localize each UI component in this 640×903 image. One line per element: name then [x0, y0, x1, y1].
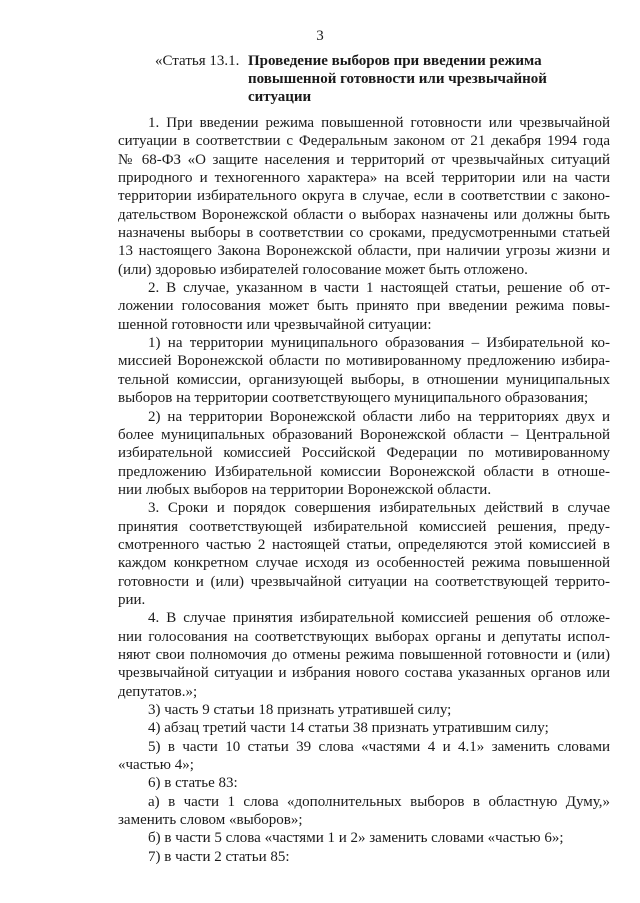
text-line: 4) абзац третий части 14 статьи 38 признать утратившим силу; [148, 720, 549, 737]
text-line: № 68-ФЗ «О защите населения и территорий от чрезвычайных ситуаций [118, 151, 610, 168]
page-number: 3 [316, 28, 324, 44]
text-line: назначены выборы в соответствии со сроками, предусмотренными статьей [118, 225, 610, 242]
text-line: 13 настоящего Закона Воронежской области, при наличии угрозы жизни и [118, 243, 610, 260]
text-line: 1. При введении режима повышенной готовности или чрезвычайной [148, 115, 610, 131]
text-line: заменить словом «выборов»; [118, 812, 303, 829]
text-line: 6) в статье 83: [148, 775, 238, 792]
text-line: нии голосования на соответствующих выборах органы и депутаты испол- [118, 628, 610, 645]
article-number: «Статья 13.1. [155, 53, 240, 69]
text-line: предложению Избирательной комиссии Воронежской области в отноше- [118, 463, 610, 480]
text-line: природного и техногенного характера» на всей территории или на части [118, 170, 610, 187]
text-line: тельной комиссии, организующей выборы, в отношении муниципальных [118, 371, 610, 388]
text-line: готовности и (или) чрезвычайной ситуации на соответствующей террито- [118, 573, 610, 590]
text-line: ложении голосования может быть принято при введении режима повы- [118, 298, 610, 315]
text-line: каждом конкретном случае исходя из особенностей режима повышенной [118, 555, 610, 572]
article-title-line: ситуации [248, 89, 312, 105]
text-line: выборов на территории соответствующего муниципального образования; [118, 390, 589, 407]
article-title-line: повышенной готовности или чрезвычайной [248, 71, 547, 87]
text-line: 3. Сроки и порядок совершения избирательных действий в случае [148, 500, 610, 517]
text-line: 4. В случае принятия избирательной комиссией решения об отложе- [148, 610, 610, 627]
text-line: 7) в части 2 статьи 85: [148, 848, 290, 865]
text-line: миссией Воронежской области по мотивированному предложению избира- [118, 353, 610, 370]
text-line: более муниципальных образований Воронежской области – Центральной [118, 426, 610, 443]
text-line: шенной готовности или чрезвычайной ситуации: [118, 316, 432, 333]
text-line: 5) в части 10 статьи 39 слова «частями 4 и 4.1» заменить словами [148, 738, 610, 755]
text-line: нии любых выборов на территории Воронежской области. [118, 481, 492, 498]
text-line: а) в части 1 слова «дополнительных выборов в областную Думу,» [148, 793, 610, 810]
text-line: чрезвычайной ситуации и избрания нового состава указанных органов или [118, 665, 610, 682]
text-line: рии. [118, 591, 146, 608]
text-line: 2) на территории Воронежской области либо на территориях двух и [148, 408, 610, 425]
text-line: 1) на территории муниципального образования – Избирательной ко- [148, 335, 610, 352]
text-line: (или) здоровью избирателей голосование может быть отложено. [118, 261, 528, 278]
text-line: депутатов.»; [118, 683, 198, 700]
text-line: избирательной комиссией Российской Федерации по мотивированному [118, 445, 610, 462]
article-title-line: Проведение выборов при введении режима [248, 53, 542, 69]
text-line: няют свои полномочия до отмены режима повышенной готовности и (или) [118, 646, 610, 663]
text-line: 3) часть 9 статьи 18 признать утратившей силу; [148, 702, 452, 718]
text-line: ситуации в соответствии с Федеральным законом от 21 декабря 1994 года [118, 133, 610, 150]
text-line: территории избирательного округа в случае, если в соответствии с законо- [118, 188, 610, 205]
article-title [248, 52, 588, 106]
body-text [118, 114, 610, 866]
text-line: дательством Воронежской области о выборах назначены или должны быть [118, 206, 610, 223]
text-line: принятия соответствующей избирательной комиссией решения, преду- [118, 518, 610, 535]
text-line: смотренного частью 2 настоящей статьи, определяются этой комиссией в [118, 536, 610, 553]
text-line: б) в части 5 слова «частями 1 и 2» заменить словами «частью 6»; [148, 830, 564, 847]
text-line: 2. В случае, указанном в части 1 настоящей статьи, решение об от- [148, 280, 610, 297]
text-line: «частью 4»; [118, 757, 194, 774]
